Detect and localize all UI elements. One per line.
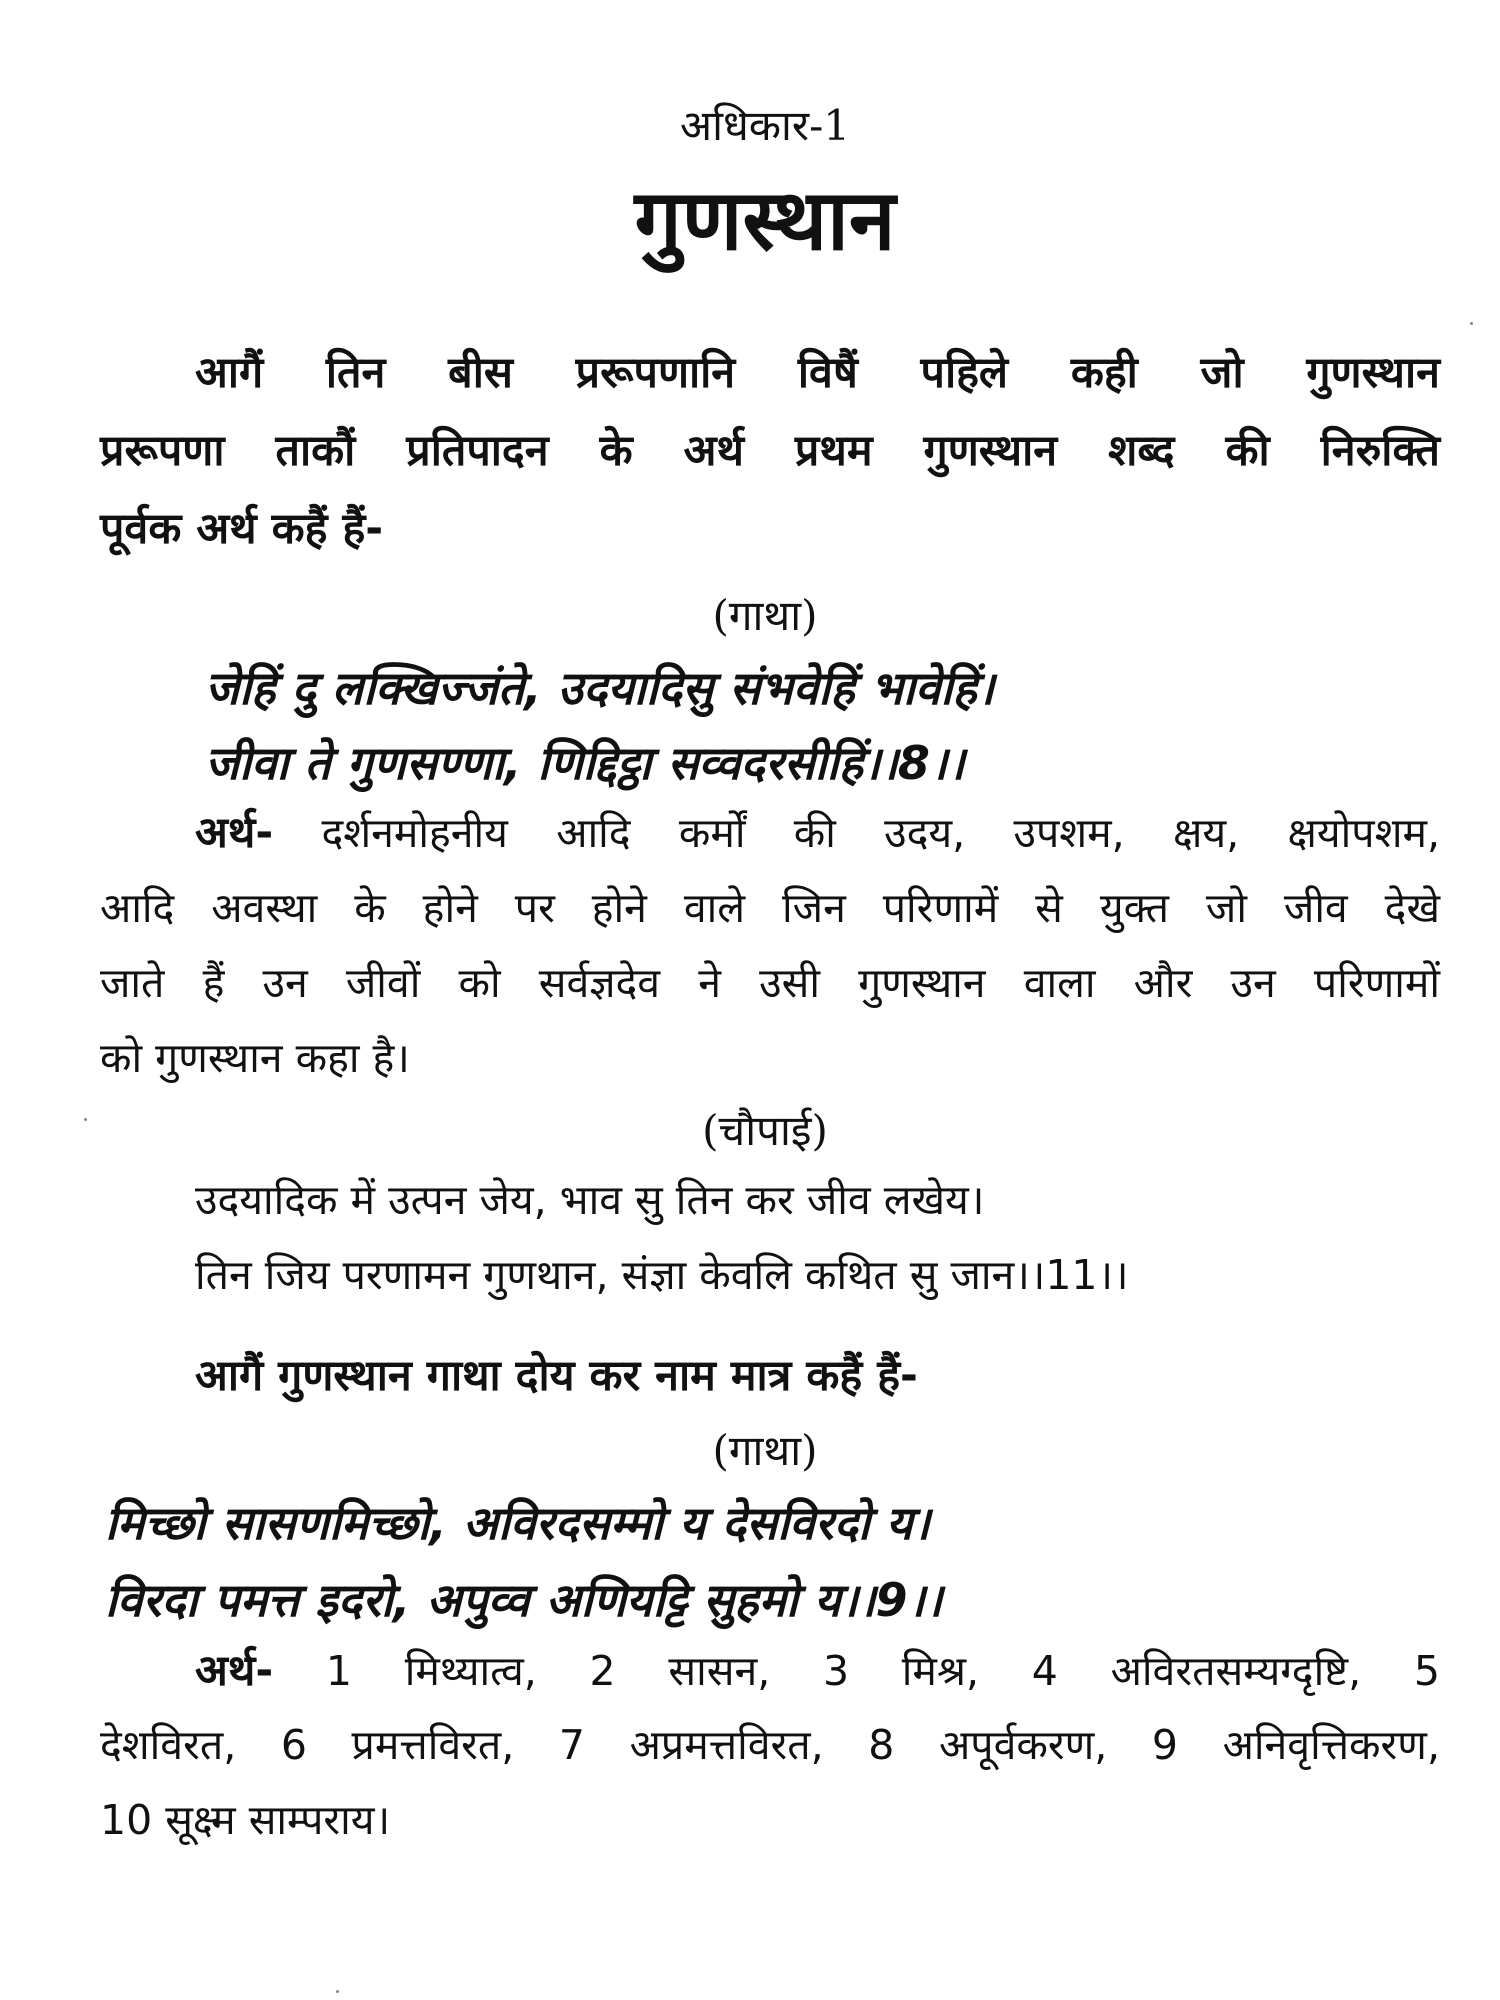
meaning2-text-1: 1 मिथ्यात्व, 2 सासन, 3 मिश्र, 4 अविरतसम्यग्दृष्टि, 5: [273, 1647, 1440, 1695]
meaning2-line-1: [0, 1646, 1500, 1696]
meaning-line-2: आदि अवस्था के होने पर होने वाले जिन परिणामें से युक्त जो जीव देखे: [100, 884, 1440, 932]
gatha-label-2: (गाथा): [712, 1426, 818, 1475]
meaning-heading: अर्थ-: [195, 808, 274, 858]
gatha2-verse-line-2: विरदा पमत्त इदरो, अपुव्व अणियट्टि सुहमो य।।9।।: [105, 1573, 943, 1627]
intro-line-2: प्ररूपणा ताकौं प्रतिपादन के अर्थ प्रथम गुणस्थान शब्द की निरुक्ति: [100, 426, 1440, 476]
gatha2-verse-line-1: मिच्छो सासणमिच्छो, अविरदसम्मो य देसविरदो य।: [105, 1496, 931, 1550]
page-title: गुणस्थान: [634, 171, 896, 269]
intro-line-1: आगैं तिन बीस प्ररूपणानि विषैं पहिले कही जो गुणस्थान: [195, 348, 1440, 398]
chapter-heading: अधिकार-1: [679, 101, 851, 150]
meaning2-heading: अर्थ-: [195, 1646, 274, 1696]
scan-speck: [84, 1118, 87, 1121]
chaupai-label: (चौपाई): [702, 1106, 828, 1155]
gatha-verse-line-2: जीवा ते गुणसण्णा, णिद्दिट्ठा सव्वदरसीहिं।।8।।: [205, 736, 965, 790]
meaning-line-4: को गुणस्थान कहा है।: [100, 1034, 410, 1082]
meaning2-line-2: देशविरत, 6 प्रमत्तविरत, 7 अप्रमत्तविरत, 8 अपूर्वकरण, 9 अनिवृत्तिकरण,: [100, 1721, 1440, 1769]
meaning-text-1: दर्शनमोहनीय आदि कर्मों की उदय, उपशम, क्षय, क्षयोपशम,: [273, 809, 1440, 857]
meaning-line-3: जाते हैं उन जीवों को सर्वज्ञदेव ने उसी गुणस्थान वाला और उन परिणामों: [100, 959, 1440, 1007]
meaning2-line-3: 10 सूक्ष्म साम्पराय।: [100, 1796, 391, 1844]
section2-intro-line: आगैं गुणस्थान गाथा दोय कर नाम मात्र कहैं हैं-: [195, 1351, 918, 1401]
gatha-label-1: (गाथा): [712, 591, 818, 640]
meaning-line-1: [0, 808, 1500, 858]
chaupai-line-1: उदयादिक में उत्पन जेय, भाव सु तिन कर जीव लखेय।: [195, 1176, 985, 1224]
scan-speck: [1470, 322, 1473, 325]
chaupai-line-2: तिन जिय परणामन गुणथान, संज्ञा केवलि कथित सु जान।।11।।: [195, 1251, 1129, 1299]
intro-line-3: पूर्वक अर्थ कहैं हैं-: [100, 504, 384, 554]
gatha-verse-line-1: जेहिं दु लक्खिज्जंते, उदयादिसु संभवेहिं भावेहिं।: [205, 661, 995, 715]
scan-speck: [336, 1990, 339, 1993]
